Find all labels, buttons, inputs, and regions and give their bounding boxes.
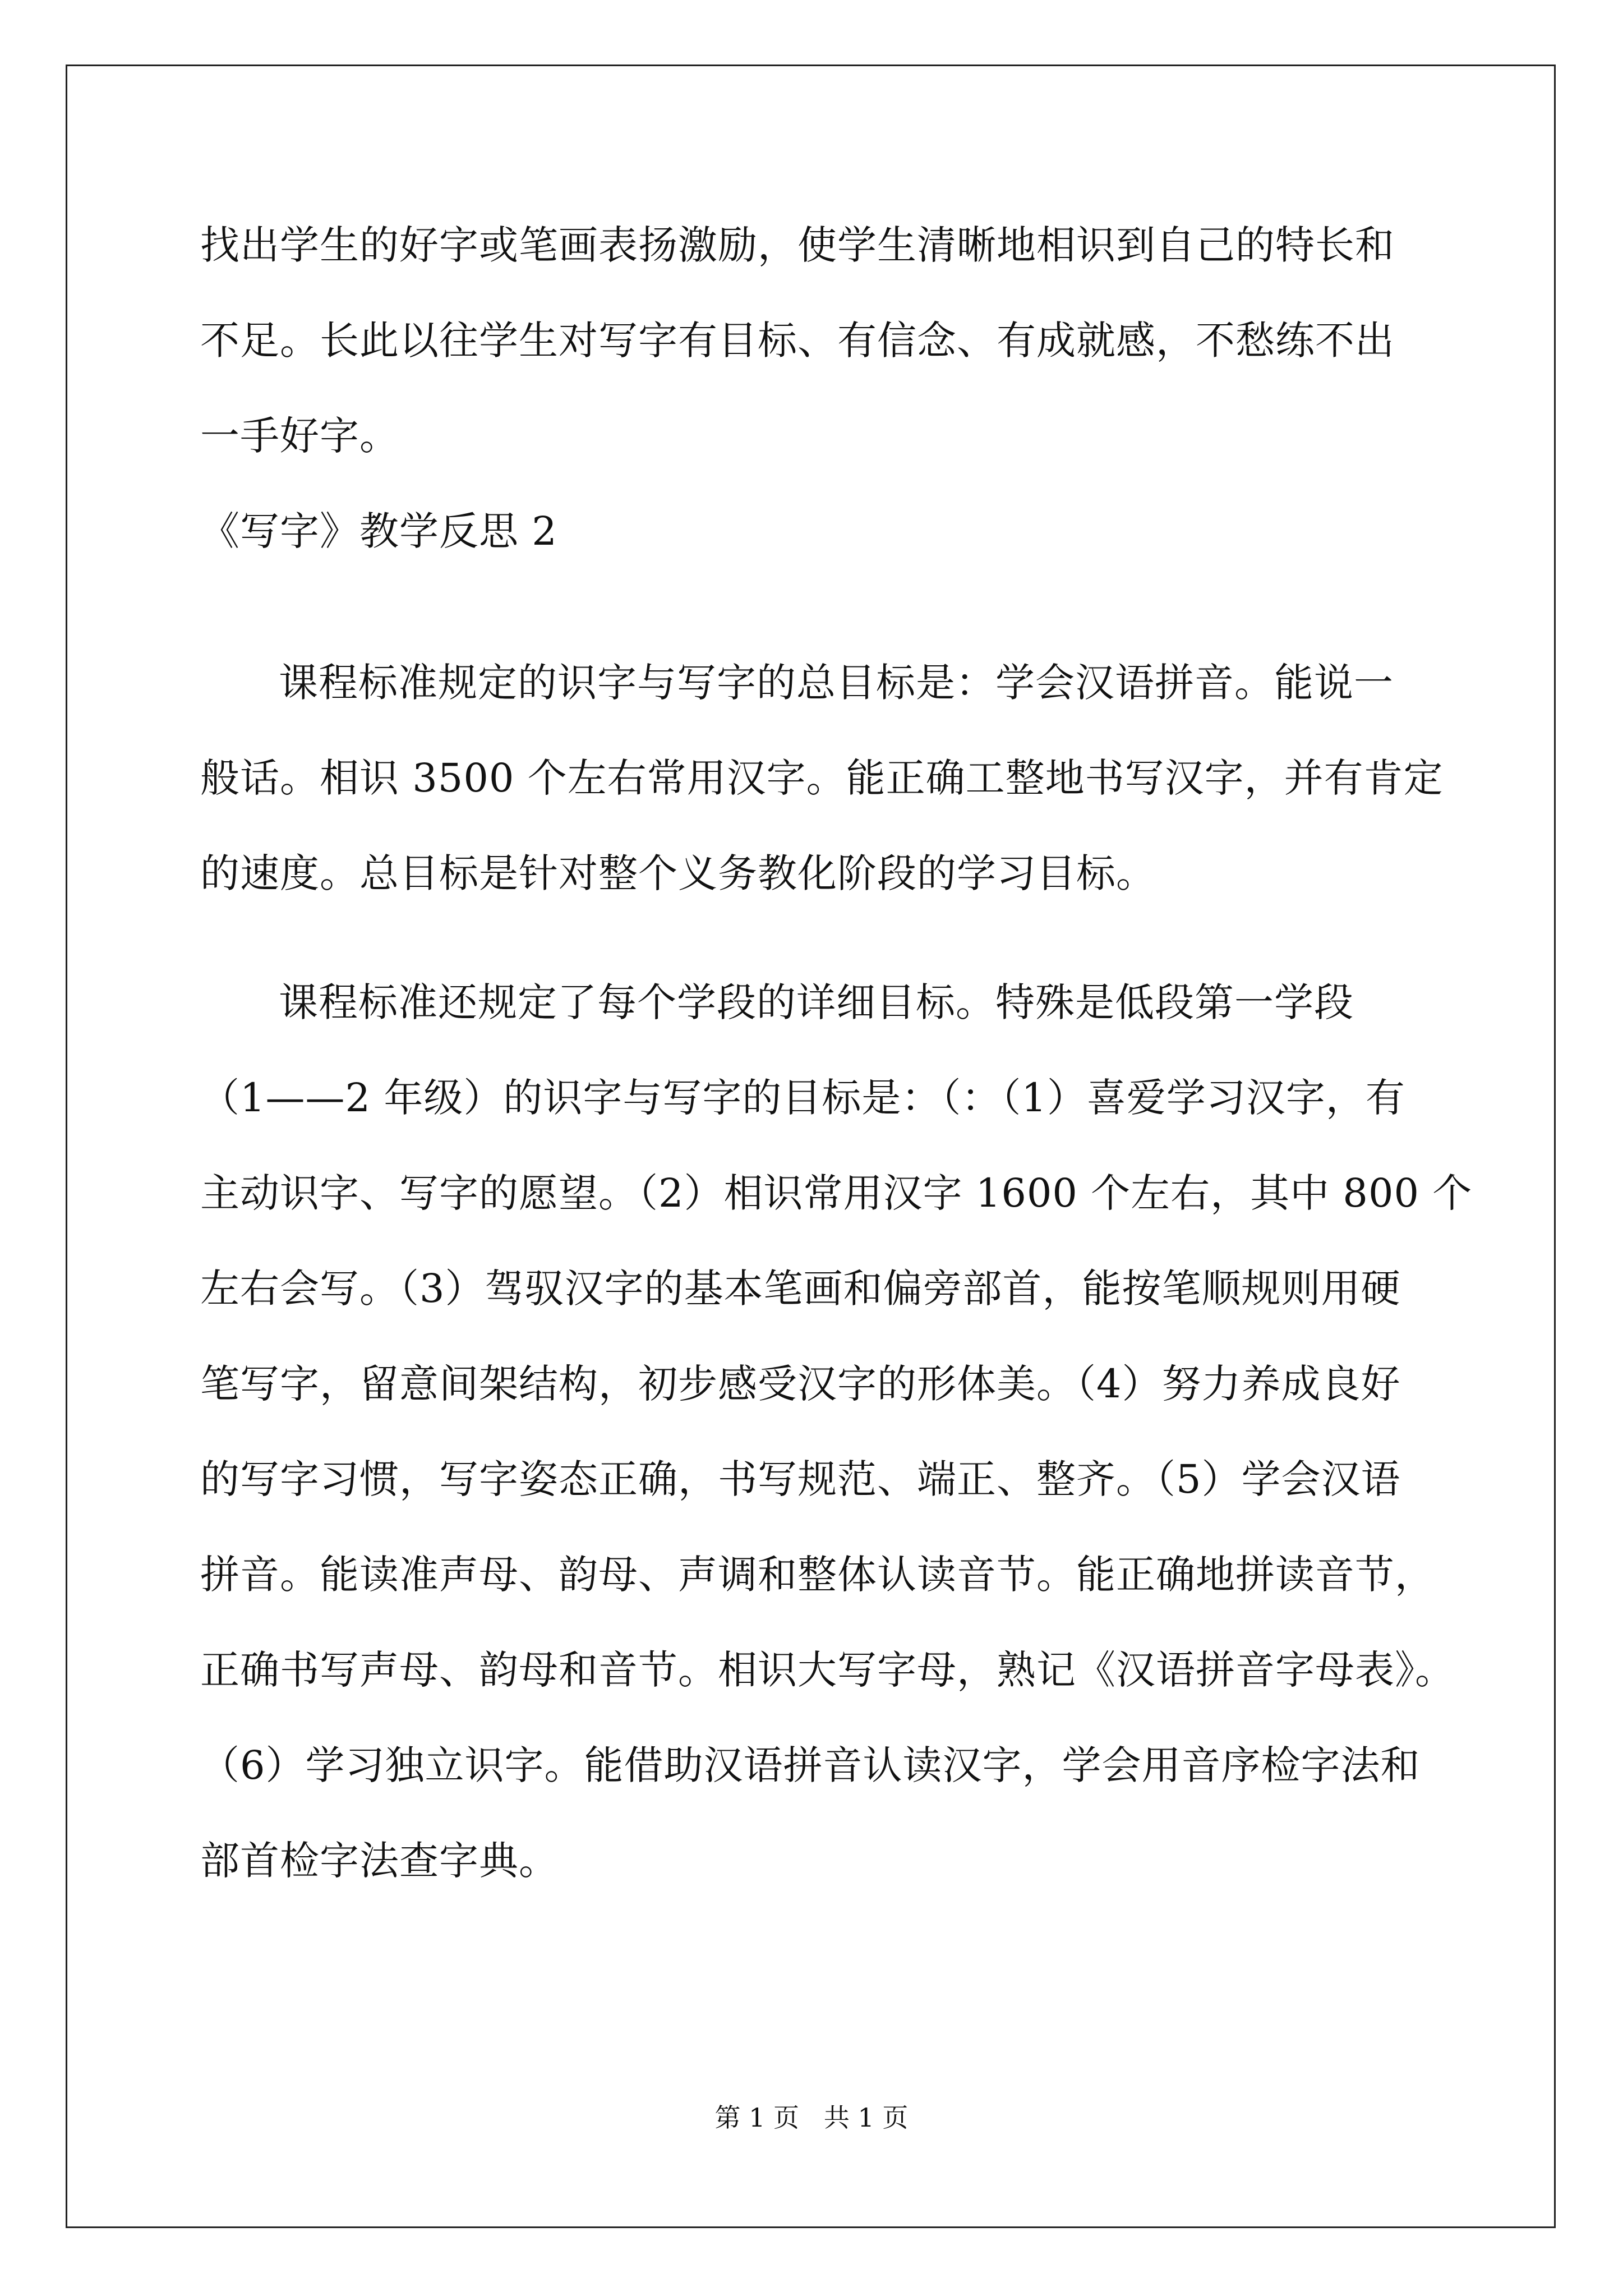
body-text-line: 主动识字、写字的愿望。（2）相识常用汉字 1600 个左右，其中 800 个	[200, 1170, 1473, 1216]
page-border	[66, 65, 1556, 2228]
paragraph-first-line: 课程标准规定的识字与写字的总目标是：学会汉语拼音。能说一	[279, 660, 1394, 706]
body-text-line: 般话。相识 3500 个左右常用汉字。能正确工整地书写汉字，并有肯定	[200, 755, 1444, 801]
body-text-line: （6）学习独立识字。能借助汉语拼音认读汉字，学会用音序检字法和	[200, 1742, 1421, 1788]
body-text-line: 正确书写声母、韵母和音节。相识大写字母，熟记《汉语拼音字母表》。	[200, 1647, 1455, 1693]
body-text-line: 的写字习惯，写字姿态正确，书写规范、端正、整齐。（5）学会汉语	[200, 1456, 1401, 1502]
paragraph-first-line: 课程标准还规定了每个学段的详细目标。特殊是低段第一学段	[279, 979, 1354, 1025]
page-footer: 第 1 页 共 1 页	[714, 2102, 909, 2133]
body-text-line: 拼音。能读准声母、韵母、声调和整体认读音节。能正确地拼读音节，	[200, 1552, 1435, 1598]
body-text-line: 笔写字，留意间架结构，初步感受汉字的形体美。（4）努力养成良好	[200, 1361, 1401, 1407]
body-text-line: 找出学生的好字或笔画表扬激励，使学生清晰地相识到自己的特长和	[200, 222, 1395, 268]
body-text-line: 部首检字法查字典。	[200, 1838, 559, 1884]
body-text-line: 不足。长此以往学生对写字有目标、有信念、有成就感，不愁练不出	[200, 318, 1395, 364]
body-text-line: （1——2 年级）的识字与写字的目标是：（：（1）喜爱学习汉字，有	[200, 1075, 1405, 1121]
body-text-line: 的速度。总目标是针对整个义务教化阶段的学习目标。	[200, 850, 1156, 896]
body-text-line: 一手好字。	[200, 413, 399, 459]
body-text-line: 左右会写。（3）驾驭汉字的基本笔画和偏旁部首，能按笔顺规则用硬	[200, 1266, 1401, 1312]
section-heading: 《写字》教学反思 2	[200, 508, 557, 554]
